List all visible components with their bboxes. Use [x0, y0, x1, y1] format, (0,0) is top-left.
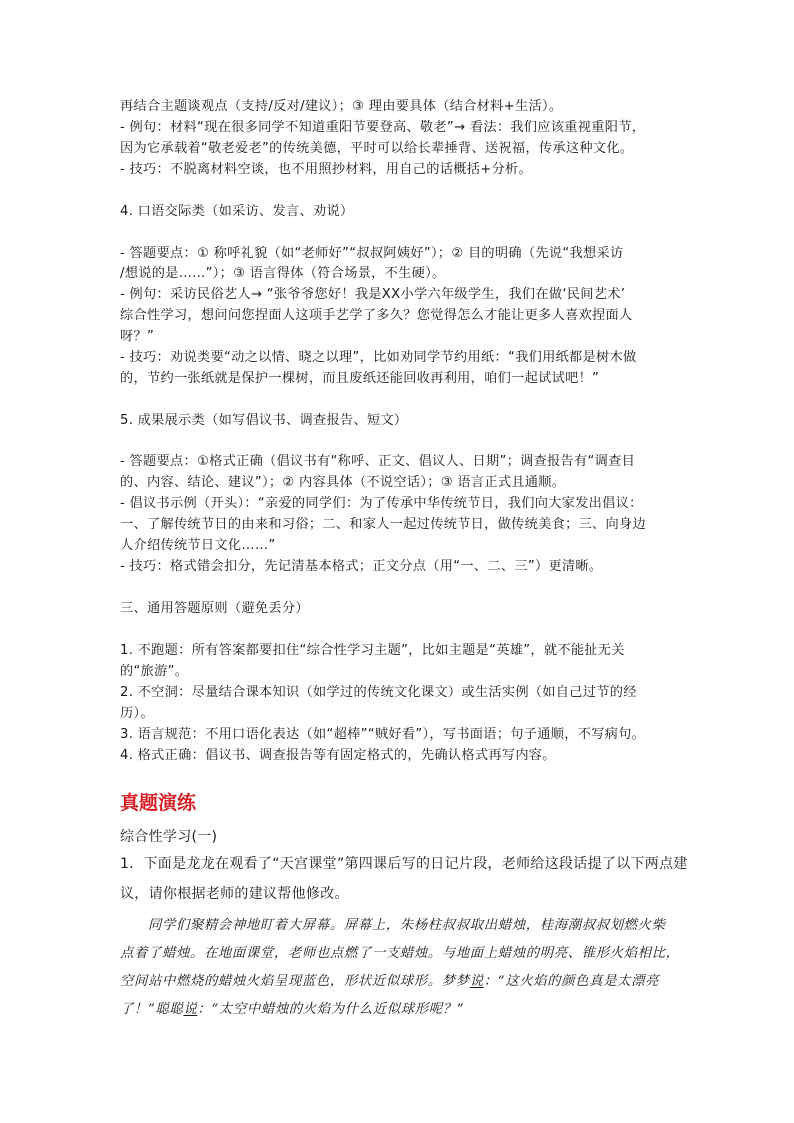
diary-line	[120, 972, 659, 992]
text-line: - 技巧：格式错会扣分，先记清基本格式；正文分点（用“一、二、三”）更清晰。	[120, 559, 603, 574]
text-line: - 技巧：劝说类要“动之以情、晓之以理”，比如劝同学节约用纸：“我们用纸都是树木做	[120, 350, 637, 365]
text-line: 呀？”	[120, 329, 155, 344]
diary-text: ：“这火焰的颜色真是太漂亮	[483, 974, 660, 989]
question-line: 1．下面是龙龙在观看了“天宫课堂”第四课后写的日记片段，老师给这段话提了以下两点建	[120, 856, 688, 872]
diary-text: 了！”聪聪	[120, 1002, 184, 1017]
underlined-word: 说	[469, 974, 484, 989]
underlined-word: 说	[183, 1002, 198, 1017]
subheading: 综合性学习(一)	[120, 829, 218, 845]
diary-line: 点着了蜡烛。在地面课堂，老师也点燃了一支蜡烛。与地面上蜡烛的明亮、锥形火焰相比，	[120, 946, 680, 961]
text-line: 的、内容、结论、建议”）；② 内容具体（不说空话）；③ 语言正式且通顺。	[120, 475, 566, 490]
text-line: 一、了解传统节日的由来和习俗；二、和家人一起过传统节日，做传统美食；三、向身边	[120, 517, 647, 532]
diary-line	[120, 1000, 464, 1020]
question-line: 议，请你根据老师的建议帮他修改。	[120, 886, 349, 902]
diary-text: ：“太空中蜡烛的火焰为什么近似球形呢？”	[197, 1002, 465, 1017]
text-line: 再结合主题谈观点（支持/反对/建议）；③ 理由要具体（结合材料+生活）。	[120, 99, 563, 114]
list-item-cont: 历）。	[120, 706, 154, 721]
text-line: - 倡议书示例（开头）：“亲爱的同学们：为了传承中华传统节日，我们向大家发出倡议：	[120, 496, 643, 511]
exercise-heading: 真题演练	[120, 792, 197, 814]
list-item: 1. 不跑题：所有答案都要扣住“综合性学习主题”，比如主题是“英雄”，就不能扯无关	[120, 643, 625, 658]
text-line: /想说的是……”）；③ 语言得体（符合场景，不生硬）。	[120, 266, 446, 281]
text-line: - 答题要点：①格式正确（倡议书有“称呼、正文、倡议人、日期”；调查报告有“调查目	[120, 454, 636, 469]
list-item: 3. 语言规范：不用口语化表达（如“超棒”“贼好看”），写书面语；句子通顺，不写病句。	[120, 727, 646, 742]
diary-text: 空间站中燃烧的蜡烛火焰呈现蓝色，形状近似球形。梦梦	[120, 974, 470, 989]
list-item: 4. 格式正确：倡议书、调查报告等有固定格式的，先确认格式再写内容。	[120, 748, 556, 763]
text-line: - 答题要点：① 称呼礼貌（如“老师好”“叔叔阿姨好”）；② 目的明确（先说“我想采访	[120, 246, 624, 261]
section-heading: 4. 口语交际类（如采访、发言、劝说）	[120, 204, 354, 219]
text-line: - 技巧：不脱离材料空谈，也不用照抄材料，用自己的话概括+分析。	[120, 162, 533, 177]
text-line: 人介绍传统节日文化……”	[120, 538, 276, 553]
section-heading: 三、通用答题原则（避免丢分）	[120, 601, 309, 616]
text-line: 因为它承载着“敬老爱老”的传统美德，平时可以给长辈捶背、送祝福，传承这种文化。	[120, 141, 634, 156]
text-line: 综合性学习，想问问您捏面人这项手艺学了多久？您觉得怎么才能让更多人喜欢捏面人	[120, 308, 633, 323]
list-item: 2. 不空洞：尽量结合课本知识（如学过的传统文化课文）或生活实例（如自己过节的经	[120, 685, 637, 700]
text-line: - 例句：采访民俗艺人→ “张爷爷您好！我是XX小学六年级学生，我们在做‘民间艺术’	[120, 287, 626, 302]
list-item-cont: 的“旅游”。	[120, 664, 189, 679]
text-line: - 例句：材料“现在很多同学不知道重阳节要登高、敬老”→ 看法：我们应该重视重阳节，	[120, 120, 646, 135]
text-line: 的，节约一张纸就是保护一棵树，而且废纸还能回收再利用，咱们一起试试吧！”	[120, 371, 600, 386]
section-heading: 5. 成果展示类（如写倡议书、调查报告、短文）	[120, 413, 408, 428]
diary-line: 同学们聚精会神地盯着大屏幕。屏幕上，朱杨柱叔叔取出蜡烛，桂海潮叔叔划燃火柴	[148, 918, 666, 933]
